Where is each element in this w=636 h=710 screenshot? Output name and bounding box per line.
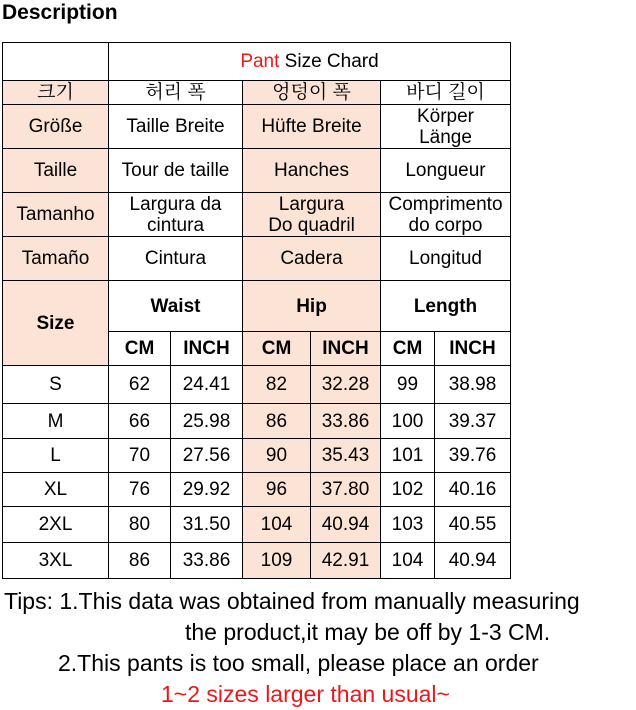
hip-cm-value: 90 xyxy=(243,439,311,473)
length-inch-value: 39.37 xyxy=(435,404,511,439)
translation-row-german xyxy=(3,105,511,149)
label-length-line1: Comprimento xyxy=(388,193,503,215)
translation-row-korean xyxy=(3,81,511,105)
size-label: L xyxy=(3,439,109,473)
label-length: 바디 길이 xyxy=(381,81,511,105)
label-length xyxy=(381,105,511,149)
tips-line-4: 1~2 sizes larger than usual~ xyxy=(161,681,450,707)
table-row xyxy=(3,439,511,473)
label-hip: Hanches xyxy=(243,149,381,193)
length-cm-value: 99 xyxy=(381,366,435,404)
size-label: M xyxy=(3,404,109,439)
label-length-line1: Körper xyxy=(416,105,475,127)
label-hip: Cadera xyxy=(243,237,381,281)
table-row xyxy=(3,473,511,507)
hip-cm-value: 86 xyxy=(243,404,311,439)
hip-cm-value: 82 xyxy=(243,366,311,404)
translation-row-portuguese xyxy=(3,193,511,237)
length-cm-value: 101 xyxy=(381,439,435,473)
tips-line-2: the product,it may be off by 1-3 CM. xyxy=(185,619,551,645)
waist-inch-value: 24.41 xyxy=(171,366,243,404)
label-length: Longitud xyxy=(381,237,511,281)
hip-inch-value: 32.28 xyxy=(311,366,381,404)
chart-title xyxy=(109,43,511,81)
waist-cm-value: 80 xyxy=(109,507,171,543)
tips-line-1: Tips: 1.This data was obtained from manually measuring xyxy=(4,588,580,614)
table-row xyxy=(3,507,511,543)
hip-inch-value: 42.91 xyxy=(311,543,381,579)
unit-cm: CM xyxy=(243,332,311,366)
label-waist: 허리 폭 xyxy=(109,81,243,105)
label-length-line2: do corpo xyxy=(408,214,483,236)
hip-inch-value: 33.86 xyxy=(311,404,381,439)
waist-inch-value: 33.86 xyxy=(171,543,243,579)
unit-cm: CM xyxy=(381,332,435,366)
waist-cm-value: 66 xyxy=(109,404,171,439)
label-waist: Tour de taille xyxy=(109,149,243,193)
hip-cm-value: 104 xyxy=(243,507,311,543)
table-row xyxy=(3,366,511,404)
unit-inch: INCH xyxy=(435,332,511,366)
length-cm-value: 100 xyxy=(381,404,435,439)
length-inch-value: 40.94 xyxy=(435,543,511,579)
corner-cell xyxy=(3,43,109,81)
label-hip: 엉덩이 폭 xyxy=(243,81,381,105)
chart-title-row xyxy=(3,43,511,81)
size-chart-table xyxy=(2,42,511,579)
length-inch-value: 38.98 xyxy=(435,366,511,404)
waist-inch-value: 31.50 xyxy=(171,507,243,543)
label-size: Größe xyxy=(3,105,109,149)
waist-inch-value: 27.56 xyxy=(171,439,243,473)
label-hip xyxy=(243,193,381,237)
label-waist: Taille Breite xyxy=(109,105,243,149)
hip-inch-value: 37.80 xyxy=(311,473,381,507)
size-label: 3XL xyxy=(3,543,109,579)
length-cm-value: 103 xyxy=(381,507,435,543)
unit-cm: CM xyxy=(109,332,171,366)
hip-cm-value: 96 xyxy=(243,473,311,507)
chart-title-pant: Pant xyxy=(240,51,280,72)
label-length: Longueur xyxy=(381,149,511,193)
length-inch-value: 40.16 xyxy=(435,473,511,507)
waist-cm-value: 70 xyxy=(109,439,171,473)
description-heading: Description xyxy=(2,1,118,24)
waist-cm-value: 62 xyxy=(109,366,171,404)
length-cm-value: 104 xyxy=(381,543,435,579)
english-header-row xyxy=(3,281,511,332)
table-row xyxy=(3,543,511,579)
label-size: 크기 xyxy=(3,81,109,105)
hip-inch-value: 35.43 xyxy=(311,439,381,473)
length-cm-value: 102 xyxy=(381,473,435,507)
label-hip-line1: Largura xyxy=(278,193,345,215)
size-label: 2XL xyxy=(3,507,109,543)
label-size: Tamanho xyxy=(3,193,109,237)
waist-inch-value: 25.98 xyxy=(171,404,243,439)
length-inch-value: 39.76 xyxy=(435,439,511,473)
hip-cm-value: 109 xyxy=(243,543,311,579)
label-waist-line1: Largura da xyxy=(129,193,222,215)
length-inch-value: 40.55 xyxy=(435,507,511,543)
header-length: Length xyxy=(381,281,511,332)
label-length-line2: Länge xyxy=(419,126,472,148)
unit-inch: INCH xyxy=(311,332,381,366)
waist-cm-value: 76 xyxy=(109,473,171,507)
chart-title-rest: Size Chard xyxy=(279,51,379,72)
label-hip: Hüfte Breite xyxy=(243,105,381,149)
label-waist: Cintura xyxy=(109,237,243,281)
label-waist xyxy=(109,193,243,237)
translation-row-spanish xyxy=(3,237,511,281)
label-waist-line2: cintura xyxy=(146,214,205,236)
label-hip-line2: Do quadril xyxy=(268,214,355,236)
label-size: Tamaño xyxy=(3,237,109,281)
header-hip: Hip xyxy=(243,281,381,332)
label-size: Taille xyxy=(3,149,109,193)
waist-cm-value: 86 xyxy=(109,543,171,579)
size-label: S xyxy=(3,366,109,404)
tips-block xyxy=(0,586,636,710)
unit-inch: INCH xyxy=(171,332,243,366)
label-length xyxy=(381,193,511,237)
size-label: XL xyxy=(3,473,109,507)
waist-inch-value: 29.92 xyxy=(171,473,243,507)
hip-inch-value: 40.94 xyxy=(311,507,381,543)
header-waist: Waist xyxy=(109,281,243,332)
translation-row-french xyxy=(3,149,511,193)
header-size: Size xyxy=(3,281,109,366)
table-row xyxy=(3,404,511,439)
tips-line-3: 2.This pants is too small, please place an order xyxy=(58,650,539,676)
